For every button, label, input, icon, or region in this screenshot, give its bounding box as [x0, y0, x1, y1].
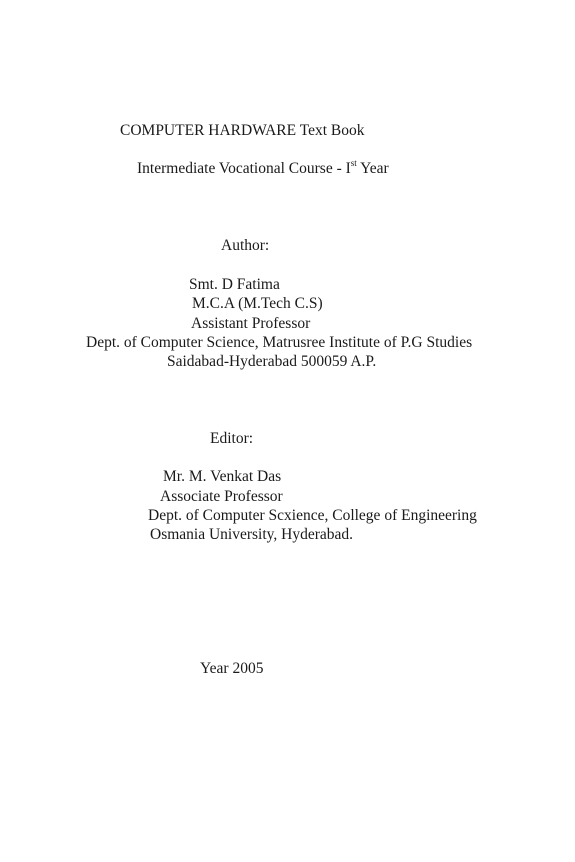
- author-address: Saidabad-Hyderabad 500059 A.P.: [167, 353, 377, 370]
- course-prefix: Intermediate Vocational Course - I: [137, 160, 351, 177]
- author-qualification: M.C.A (M.Tech C.S): [192, 295, 323, 312]
- author-heading: Author:: [221, 237, 270, 254]
- course-superscript: st: [350, 157, 357, 168]
- editor-address: Osmania University, Hyderabad.: [150, 526, 354, 543]
- course-line: [137, 159, 389, 178]
- author-designation: Assistant Professor: [191, 315, 311, 332]
- book-title: COMPUTER HARDWARE Text Book: [120, 122, 365, 139]
- editor-department: Dept. of Computer Scxience, College of Engineering: [148, 507, 477, 524]
- course-suffix: Year: [356, 160, 389, 177]
- editor-designation: Associate Professor: [160, 488, 283, 505]
- publication-year: Year 2005: [200, 660, 264, 677]
- editor-name: Mr. M. Venkat Das: [163, 468, 282, 485]
- editor-heading: Editor:: [210, 430, 254, 447]
- author-name: Smt. D Fatima: [189, 276, 280, 293]
- author-department: Dept. of Computer Science, Matrusree Institute of P.G Studies: [86, 334, 473, 351]
